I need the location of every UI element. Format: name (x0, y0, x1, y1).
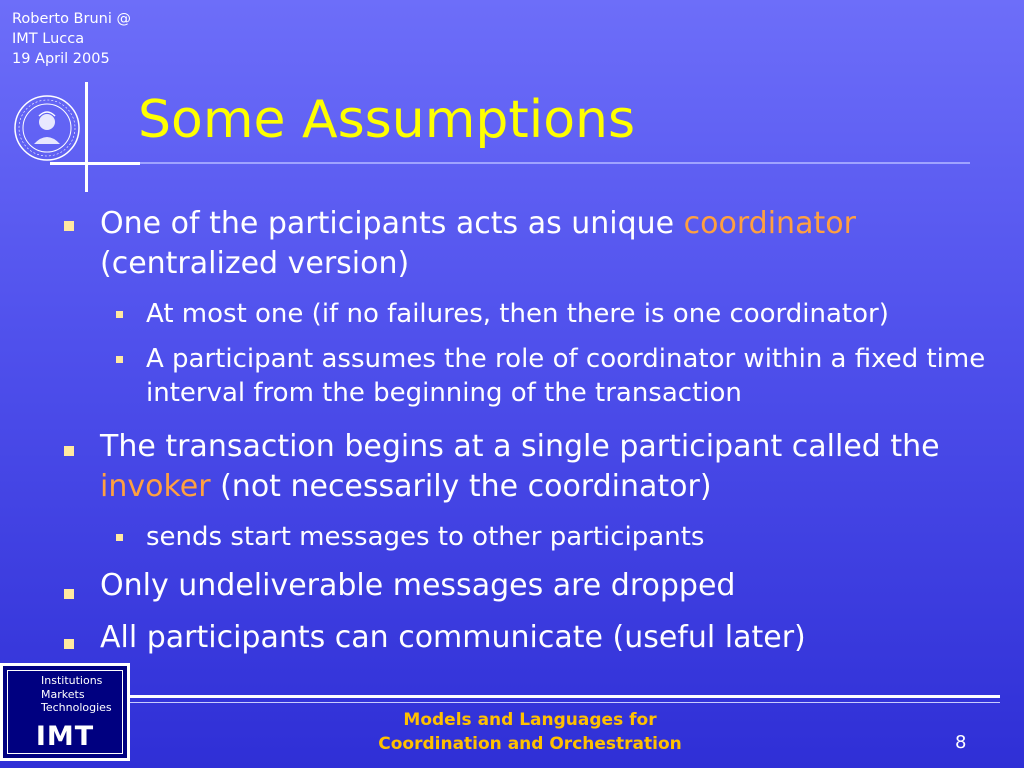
date-line: 19 April 2005 (12, 51, 110, 67)
page-number: 8 (955, 732, 967, 753)
bullet-item: All participants can communicate (useful later) (100, 620, 806, 655)
footer-line: Models and Languages for (403, 710, 657, 730)
title-underline-accent (50, 162, 140, 165)
footer-line: Coordination and Orchestration (378, 734, 682, 754)
bullet-marker (64, 589, 74, 599)
imt-logo (0, 663, 130, 761)
footer-rule-thin (130, 702, 1000, 703)
sub-bullet-marker (116, 356, 123, 363)
bullet-text: The transaction begins at a single participant called the (100, 429, 940, 464)
author-info (12, 9, 131, 69)
footer-title (330, 708, 730, 756)
bullet-text: One of the participants acts as unique (100, 206, 684, 241)
bullet-text: (not necessarily the coordinator) (210, 469, 712, 504)
logo-name: IMT (35, 721, 95, 752)
bullet-text: (centralized version) (100, 246, 410, 281)
affiliation-line: IMT Lucca (12, 31, 85, 47)
sub-bullet-item: sends start messages to other participants (146, 522, 705, 552)
bullet-marker (64, 639, 74, 649)
logo-line: Markets (41, 687, 85, 701)
university-seal-icon (12, 90, 82, 166)
bullet-marker (64, 221, 74, 231)
slide-title: Some Assumptions (138, 90, 636, 150)
sub-bullet-item: A participant assumes the role of coordinator within a fixed time interval from the beginning of the transaction (146, 344, 986, 408)
logo-subtitle (41, 674, 112, 715)
bullet-item (100, 204, 1015, 284)
highlight-text: invoker (100, 469, 211, 504)
bullet-item: Only undeliverable messages are dropped (100, 568, 736, 603)
sub-bullet-item: At most one (if no failures, then there is one coordinator) (146, 299, 889, 329)
bullet-item (100, 427, 1015, 507)
logo-line: Institutions (41, 674, 103, 687)
highlight-text: coordinator (683, 206, 856, 241)
logo-line: Technologies (41, 701, 112, 714)
sub-bullet-marker (116, 311, 123, 318)
bullet-marker (64, 446, 74, 456)
author-line: Roberto Bruni @ (12, 11, 131, 27)
sub-bullet-marker (116, 534, 123, 541)
title-underline (50, 162, 970, 164)
footer-rule (130, 695, 1000, 698)
vertical-rule (85, 82, 88, 192)
